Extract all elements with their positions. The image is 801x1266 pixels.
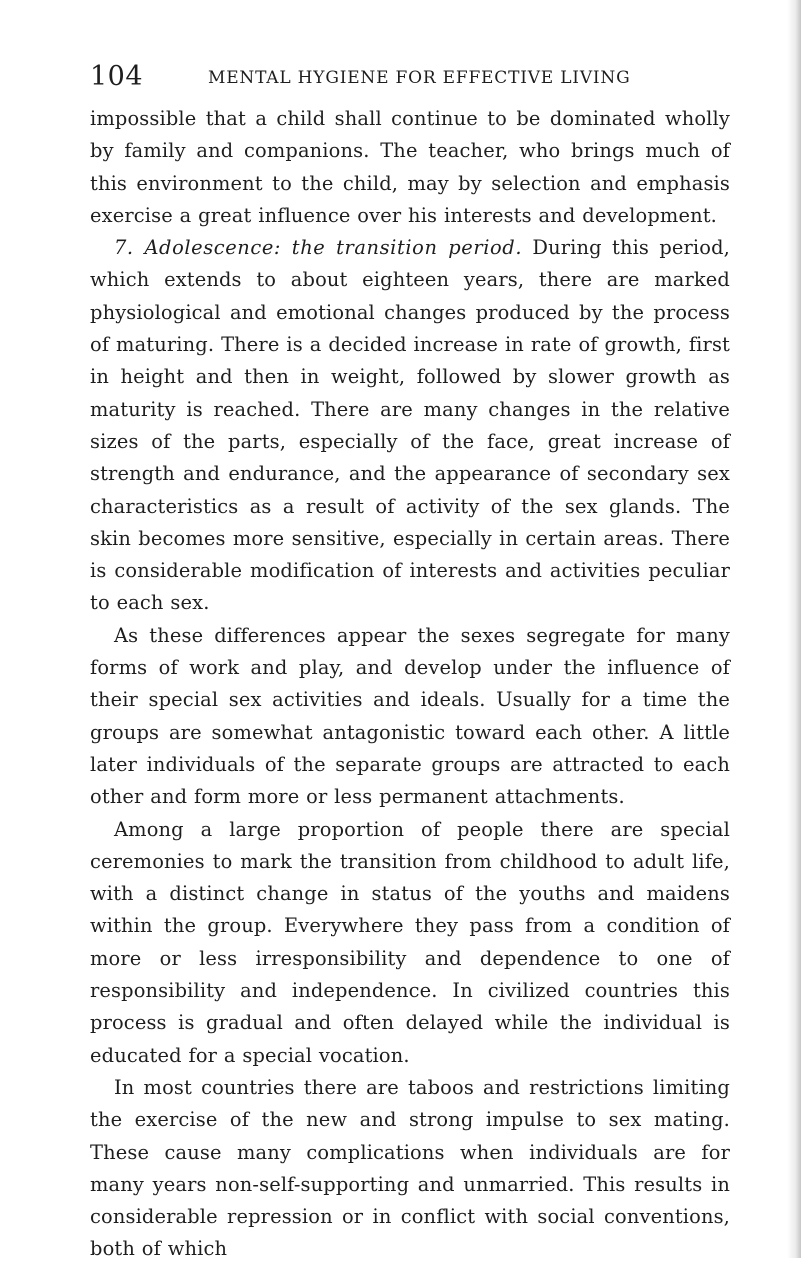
paragraph-2 bbox=[90, 232, 730, 620]
paragraph-1: impossible that a child shall continue to be dominated wholly by family and companions. The teacher, who brings much of this environment to the child, may by selection and emphasis exercise a great influence over his interests and development. bbox=[90, 107, 730, 227]
section-heading: 7. Adolescence: the transition period. bbox=[114, 236, 523, 260]
running-head: MENTAL HYGIENE FOR EFFECTIVE LIVING bbox=[208, 68, 631, 88]
paragraph-3: As these differences appear the sexes segregate for many forms of work and play, and develop under the influence of their special sex activities and ideals. Usually for a time the groups are somewhat antagonistic toward each other. A little later individuals of the separate groups are attracted to each other and form more or less permanent attachments. bbox=[90, 623, 730, 809]
paragraph-5: In most countries there are taboos and restrictions limiting the exercise of the new and strong impulse to sex mating. These cause many complications when individuals are for many years non-self-supporting and unmarried. This results in considerable repression or in conflict with social conventions, both of which bbox=[90, 1075, 730, 1261]
paragraph-4: Among a large proportion of people there are special ceremonies to mark the transition from childhood to adult life, with a distinct change in status of the youths and maidens within the group. Everywhere they pass from a condition of more or less irresponsibility and dependence to one of responsibility and independence. In civilized countries this process is gradual and often delayed while the individual is educated for a special vocation. bbox=[90, 817, 730, 1067]
page-header bbox=[90, 62, 730, 92]
paragraph-2-text: During this period, which extends to about eighteen years, there are marked physiological and emotional changes produced by the process of maturing. There is a decided increase in rate of growth, first in height and then in weight, followed by slower growth as maturity is reached. There are many changes in the relative sizes of the parts, especially of the face, great increase of strength and endurance, and the appearance of secondary sex characteristics as a result of activity of the sex glands. The skin becomes more sensitive, especially in certain areas. There is considerable modification of interests and activities peculiar to each sex. bbox=[90, 236, 730, 615]
page-edge-shadow bbox=[787, 0, 801, 1258]
body-text bbox=[90, 103, 730, 1266]
page-number: 104 bbox=[90, 61, 144, 92]
